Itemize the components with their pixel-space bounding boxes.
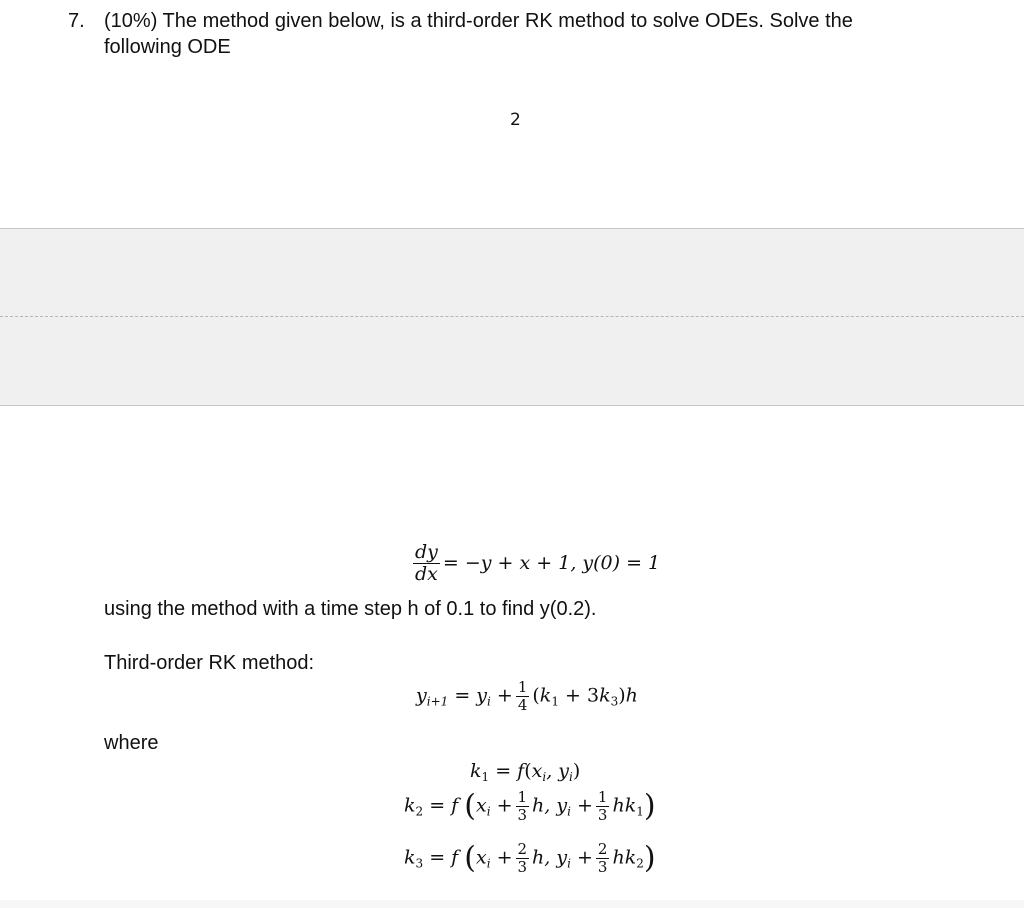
question-text: (10%) The method given below, is a third-order RK method to solve ODEs. Solve the following ODE (104, 10, 853, 58)
ode-numerator: dy (415, 541, 438, 563)
k3-formula: $k_3 = f$ ($x_i$ + $\frac{2}{3}$ h, $y_i$ + $\frac{2}{3}$ $hk_2$) (404, 840, 656, 876)
ode-rhs: = −y + x + 1, y(0) = 1 (442, 551, 661, 574)
ode-denominator: dx (415, 562, 438, 585)
page-break-gap (0, 228, 1024, 406)
rk-update-formula: $y_{i+1} = y_i$ + $\frac{1}{4}$ $(k_1 + 3k_3)h$ (416, 678, 638, 714)
method-title: Third-order RK method: (104, 652, 315, 674)
instruction-text: using the method with a time step h of 0.1 to find y(0.2). (104, 598, 597, 620)
ode-derivative (413, 543, 440, 585)
k2-formula: $k_2 = f$ ($x_i$ + $\frac{1}{3}$ h, $y_i$ + $\frac{1}{3}$ $hk_1$) (404, 788, 656, 824)
k1-formula: $k_1 = f(x_i$, $y_i$) (470, 760, 581, 784)
page-break-divider (0, 316, 1024, 317)
where-label: where (104, 732, 159, 754)
ode-equation (410, 543, 660, 585)
bottom-strip (0, 900, 1024, 908)
page-number: 2 (510, 110, 521, 130)
question-number: 7. (68, 10, 85, 32)
